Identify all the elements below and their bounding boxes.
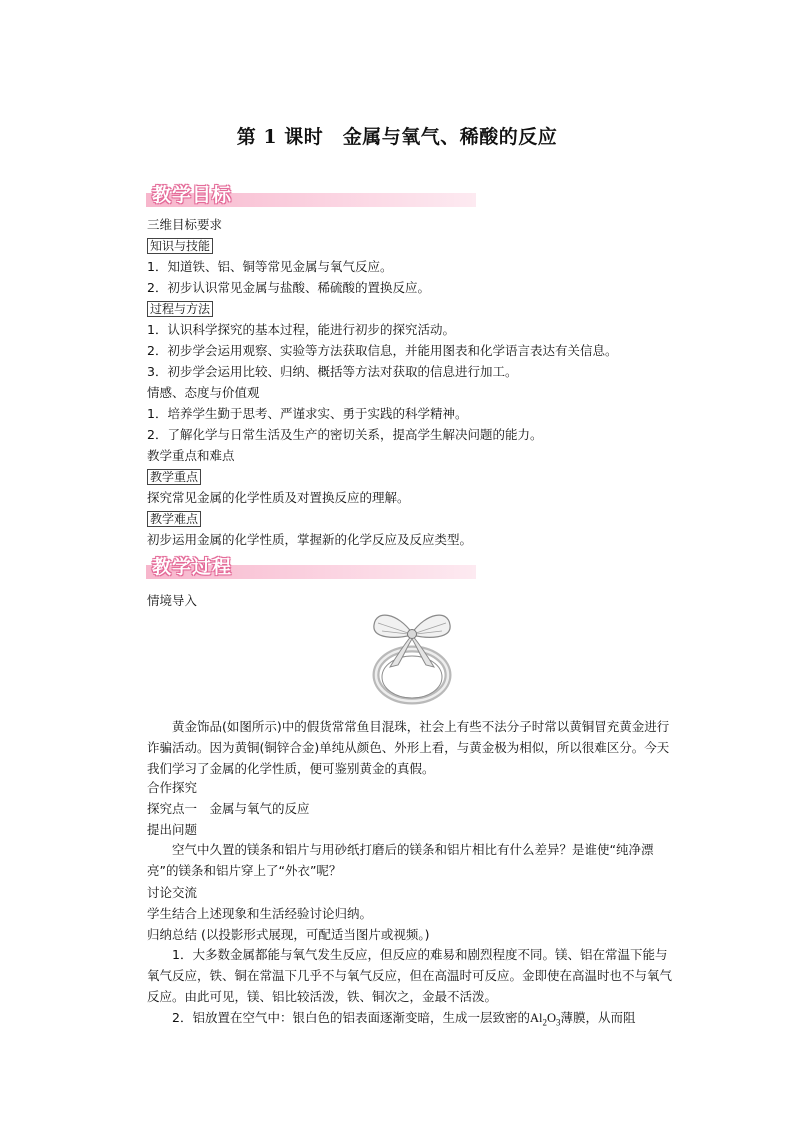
intro-heading: 情境导入 — [147, 593, 198, 608]
summary-point-1: 1．大多数金属都能与氧气发生反应，但反应的难易和剧烈程度不同。镁、铝在常温下能与氧气反应，铁、铜在常温下几乎不与氧气反应，但在高温时可反应。金即使在高温时也不与氧气反应。由此可见，镁、铝比较活泼，铁、铜次之，金最不活泼。 — [147, 947, 673, 1004]
question-heading: 提出问题 — [147, 822, 198, 837]
knowledge-item-1: 1．知道铁、铝、铜等常见金属与氧气反应。 — [147, 259, 393, 274]
goals-heading: 三维目标要求 — [147, 217, 223, 232]
knowledge-tag: 知识与技能 — [147, 238, 213, 254]
explore-point-1: 探究点一 金属与氧气的反应 — [147, 801, 310, 816]
coop-heading: 合作探究 — [147, 780, 198, 795]
emotion-heading: 情感、态度与价值观 — [147, 385, 260, 400]
summary-heading: 归纳总结 — [147, 927, 198, 942]
difficulty-tag: 教学难点 — [147, 511, 201, 527]
key-tag: 教学重点 — [147, 469, 201, 485]
process-item-3: 3．初步学会运用比较、归纳、概括等方法对获取的信息进行加工。 — [147, 364, 518, 379]
silver-bow-ring-image — [368, 605, 454, 707]
question-paragraph: 空气中久置的镁条和铝片与用砂纸打磨后的镁条和铝片相比有什么差异？是谁使“纯净漂亮”的镁条和铝片穿上了“外衣”呢？ — [147, 842, 654, 878]
banner-label: 教学目标 — [152, 184, 233, 206]
emotion-item-2: 2．了解化学与日常生活及生产的密切关系，提高学生解决问题的能力。 — [147, 427, 543, 442]
difficulty-text: 初步运用金属的化学性质，掌握新的化学反应及反应类型。 — [147, 532, 473, 547]
discuss-heading: 讨论交流 — [147, 885, 198, 900]
page-title: 第 1 课时 金属与氧气、稀酸的反应 — [236, 126, 558, 148]
process-item-1: 1．认识科学探究的基本过程，能进行初步的探究活动。 — [147, 322, 455, 337]
summary-point-2: 2．铝放置在空气中：银白色的铝表面逐渐变暗，生成一层致密的$Al_2O_3$薄膜，从而阻 — [172, 1010, 636, 1028]
key-text: 探究常见金属的化学性质及对置换反应的理解。 — [147, 490, 410, 505]
knowledge-item-2: 2．初步认识常见金属与盐酸、稀硫酸的置换反应。 — [147, 280, 430, 295]
section-banner-process — [146, 552, 476, 582]
process-tag: 过程与方法 — [147, 301, 213, 317]
emotion-item-1: 1．培养学生勤于思考、严谨求实、勇于实践的科学精神。 — [147, 406, 468, 421]
summary-line — [147, 927, 430, 943]
keypoints-heading: 教学重点和难点 — [147, 448, 235, 463]
banner-label: 教学过程 — [152, 556, 233, 578]
intro-paragraph: 黄金饰品(如图所示)中的假货常常鱼目混珠，社会上有些不法分子时常以黄铜冒充黄金进行诈骗活动。因为黄铜(铜锌合金)单纯从颜色、外形上看，与黄金极为相似，所以很难区分。今天我们学习了金属的化学性质，便可鉴别黄金的真假。 — [147, 719, 670, 776]
process-item-2: 2．初步学会运用观察、实验等方法获取信息，并能用图表和化学语言表达有关信息。 — [147, 343, 618, 358]
summary-note: (以投影形式展现，可配适当图片或视频。) — [201, 927, 430, 942]
discuss-text: 学生结合上述现象和生活经验讨论归纳。 — [147, 906, 373, 921]
alumina-formula: $Al_2O_3$ — [529, 1011, 561, 1028]
section-banner-goals — [146, 180, 476, 210]
